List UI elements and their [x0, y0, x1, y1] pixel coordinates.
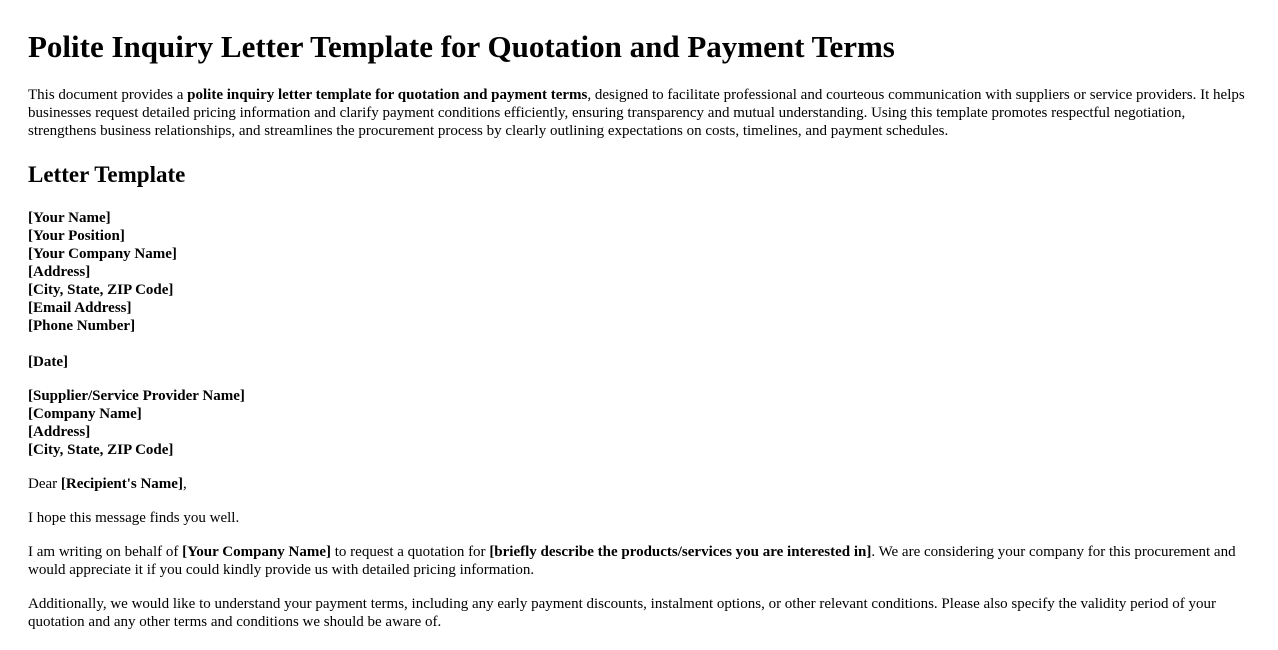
salutation-suffix: , [182, 476, 187, 492]
sender-company: [Your Company Name] [28, 246, 177, 262]
sender-name: [Your Name] [28, 210, 111, 226]
body1-part3: . We are considering your company for this procurement and would appreciate it if you could kindly provide us with detailed pricing information. [28, 544, 1236, 578]
body-paragraph-2: Additionally, we would like to understand your payment terms, including any early payment discounts, instalment options, or other relevant conditions. Please also specify the validity period of your quotation and any other terms and conditions we should be aware of. [28, 596, 1216, 630]
salutation-name: [Recipient's Name] [60, 476, 183, 492]
sender-position: [Your Position] [28, 228, 125, 244]
opening-line: I hope this message finds you well. [28, 510, 240, 526]
recipient-block [28, 387, 1250, 459]
section-heading: Letter Template [28, 162, 186, 187]
body1-company: [Your Company Name] [182, 544, 332, 560]
body1-part1: I am writing on behalf of [28, 544, 183, 560]
sender-phone: [Phone Number] [28, 318, 136, 334]
recipient-name: [Supplier/Service Provider Name] [28, 388, 245, 404]
spacer [28, 371, 1250, 387]
spacer [28, 459, 1250, 475]
recipient-city: [City, State, ZIP Code] [28, 442, 174, 458]
body1-products: [briefly describe the products/services you are interested in] [489, 544, 872, 560]
intro-suffix: , designed to facilitate professional and courteous communication with suppliers or service providers. It helps businesses request detailed pricing information and clarify payment conditions efficiently, ensuring transparency and mutual understanding. Using this template promotes respectful negotiation, strengthens business relationships, and streamlines the procurement process by clearly outlining expectations on costs, timelines, and payment schedules. [28, 87, 1245, 139]
intro-prefix: This document provides a [28, 87, 188, 103]
sender-email: [Email Address] [28, 300, 132, 316]
page-title: Polite Inquiry Letter Template for Quotation and Payment Terms [28, 29, 895, 64]
letter-date: [Date] [28, 354, 68, 370]
sender-city: [City, State, ZIP Code] [28, 282, 174, 298]
intro-paragraph [28, 86, 1250, 140]
recipient-company: [Company Name] [28, 406, 142, 422]
intro-bold: polite inquiry letter template for quotation and payment terms [187, 87, 588, 103]
recipient-address: [Address] [28, 424, 91, 440]
body1-part2: to request a quotation for [331, 544, 490, 560]
sender-address: [Address] [28, 264, 91, 280]
sender-block [28, 209, 1250, 335]
salutation [28, 475, 1250, 493]
body-paragraph-1 [28, 543, 1250, 579]
spacer [28, 335, 1250, 353]
salutation-prefix: Dear [28, 476, 61, 492]
date-block [28, 353, 1250, 371]
